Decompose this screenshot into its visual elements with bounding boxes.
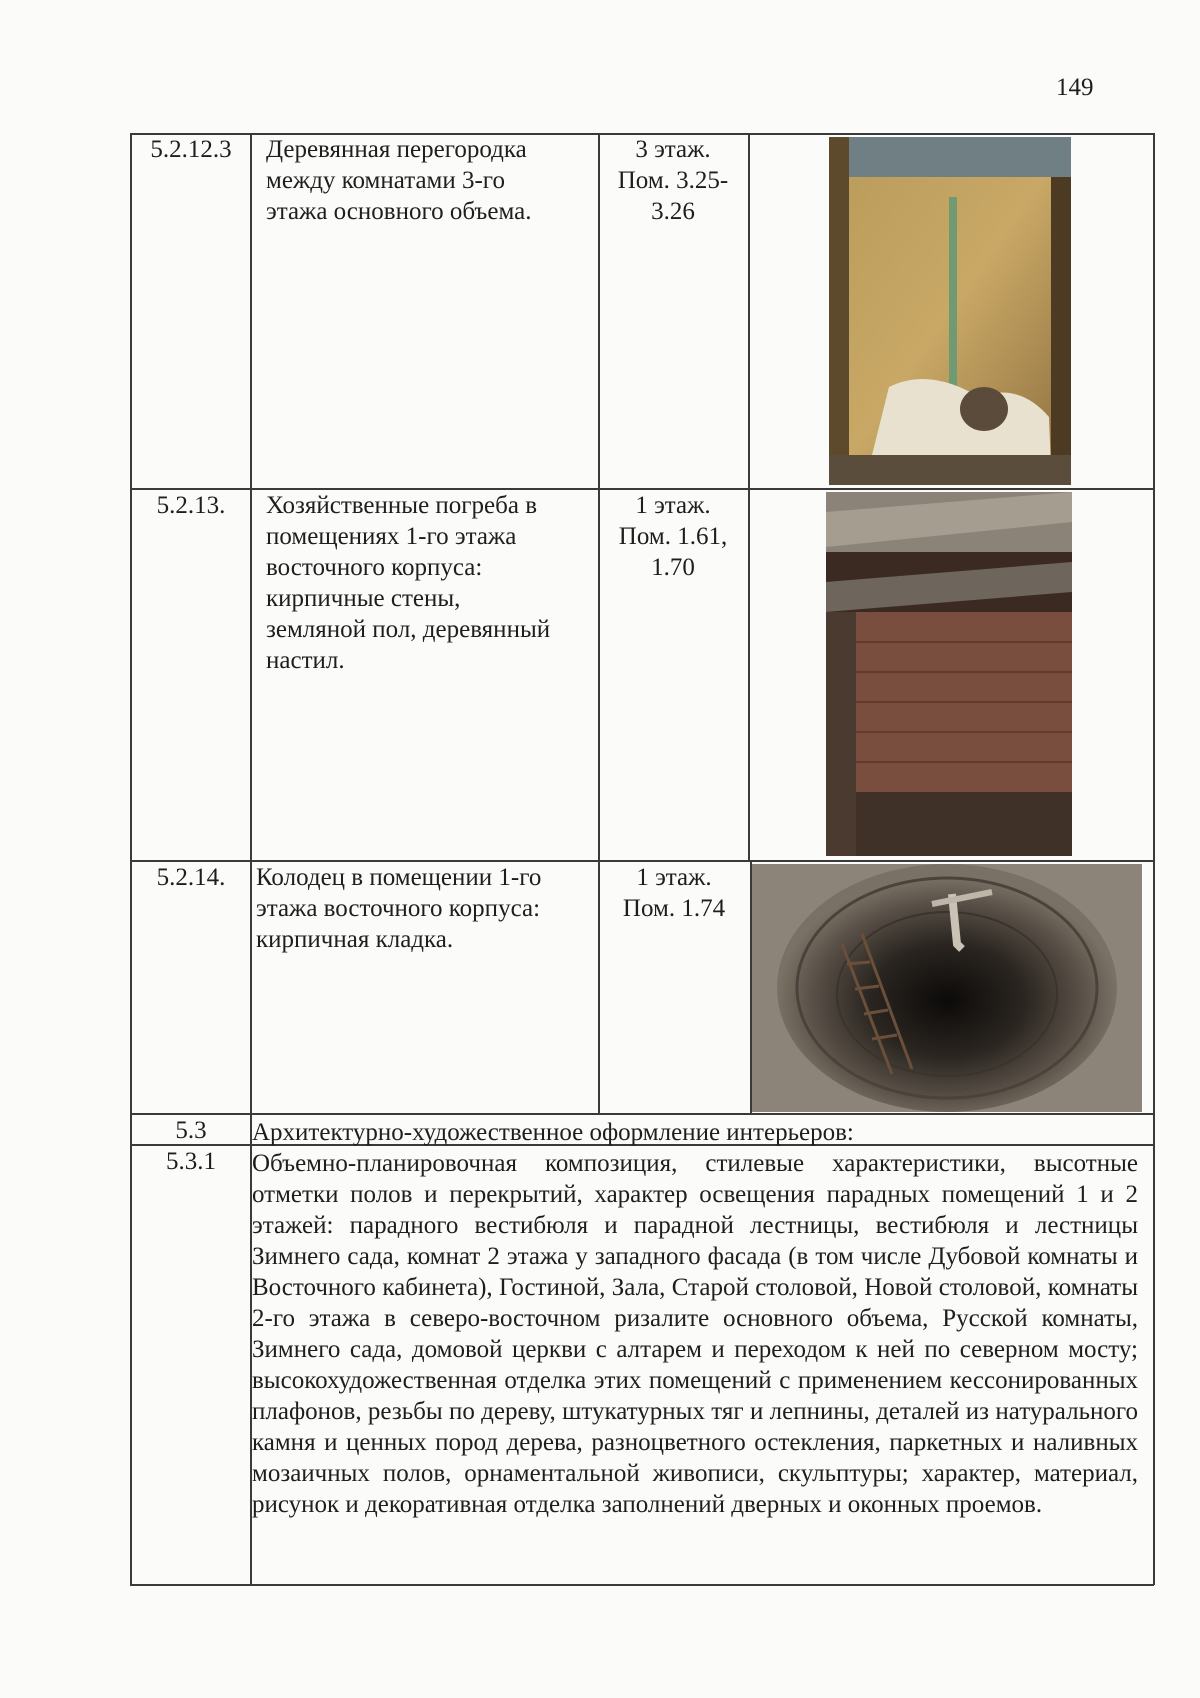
location-line: Пом. 3.25- bbox=[617, 167, 729, 194]
description-line: Хозяйственные погреба в bbox=[266, 492, 538, 519]
row-code: 5.2.14. bbox=[156, 864, 226, 891]
description-line: земляной пол, деревянный bbox=[266, 616, 551, 643]
location-line: Пом. 1.74 bbox=[622, 895, 726, 922]
description-line: восточного корпуса: bbox=[266, 554, 483, 581]
table-rule bbox=[748, 133, 750, 861]
row-description bbox=[256, 862, 596, 955]
description-line: между комнатами 3-го bbox=[266, 167, 505, 194]
description-line: Деревянная перегородка bbox=[266, 136, 527, 163]
table-rule bbox=[598, 133, 600, 1114]
location-line: 3.26 bbox=[651, 198, 695, 225]
description-line: Колодец в помещении 1-го bbox=[256, 864, 542, 891]
wooden-partition-photo bbox=[829, 137, 1071, 485]
row-code: 5.2.13. bbox=[156, 492, 226, 519]
table-rule bbox=[130, 1113, 1154, 1115]
row-location bbox=[600, 490, 746, 583]
description-line: кирпичная кладка. bbox=[256, 926, 454, 953]
section-code: 5.3 bbox=[175, 1117, 207, 1144]
description-line: настил. bbox=[266, 647, 345, 674]
subsection-code: 5.3.1 bbox=[166, 1148, 216, 1175]
row-description bbox=[266, 490, 596, 676]
location-line: Пом. 1.61, bbox=[618, 523, 728, 550]
row-code: 5.2.12.3 bbox=[150, 136, 232, 163]
location-line: 3 этаж. bbox=[635, 136, 711, 163]
page-number: 149 bbox=[1056, 74, 1094, 101]
row-location bbox=[600, 134, 746, 227]
row-location bbox=[600, 862, 748, 924]
description-line: этажа восточного корпуса: bbox=[256, 895, 541, 922]
description-line: этажа основного объема. bbox=[266, 198, 532, 225]
cellar-photo bbox=[826, 492, 1072, 856]
section-title: Архитектурно-художественное оформление интерьеров: bbox=[252, 1119, 854, 1146]
subsection-text: Объемно-планировочная композиция, стилевые характеристики, высотные отметки полов и перекрытий, характер освещения парадных помещений 1 и 2 этажей: парадного вестибюля и парадной лестницы, вестибюля и лестницы Зимнего сада, комнат 2 этажа у западного фасада (в том числе Дубовой комнаты и Восточного кабинета), Гостиной, Зала, Старой столовой, Новой столовой, комнаты 2-го этажа в северо-восточном ризалите основного объема, Русской комнаты, Зимнего сада, домовой церкви с алтарем и переходом к ней по северном мосту; высокохудожественная отделка этих помещений с применением кессонированных плафонов, резьбы по дереву, штукатурных тяг и лепнины, деталей из натурального камня и ценных пород дерева, разноцветного остекления, паркетных и наливных мозаичных полов, орнаментальной живописи, скульптуры; характер, материал, рисунок и декоративная отделка заполнений дверных и оконных проемов. bbox=[252, 1150, 1138, 1518]
description-line: кирпичные стены, bbox=[266, 585, 461, 612]
location-line: 1.70 bbox=[651, 554, 695, 581]
row-description bbox=[266, 134, 596, 227]
location-line: 1 этаж. bbox=[636, 864, 712, 891]
table-rule bbox=[1153, 133, 1155, 1585]
table-rule bbox=[130, 133, 132, 1585]
location-line: 1 этаж. bbox=[635, 492, 711, 519]
description-line: помещениях 1-го этажа bbox=[266, 523, 517, 550]
well-photo bbox=[752, 864, 1142, 1112]
table-rule bbox=[130, 1584, 1154, 1586]
